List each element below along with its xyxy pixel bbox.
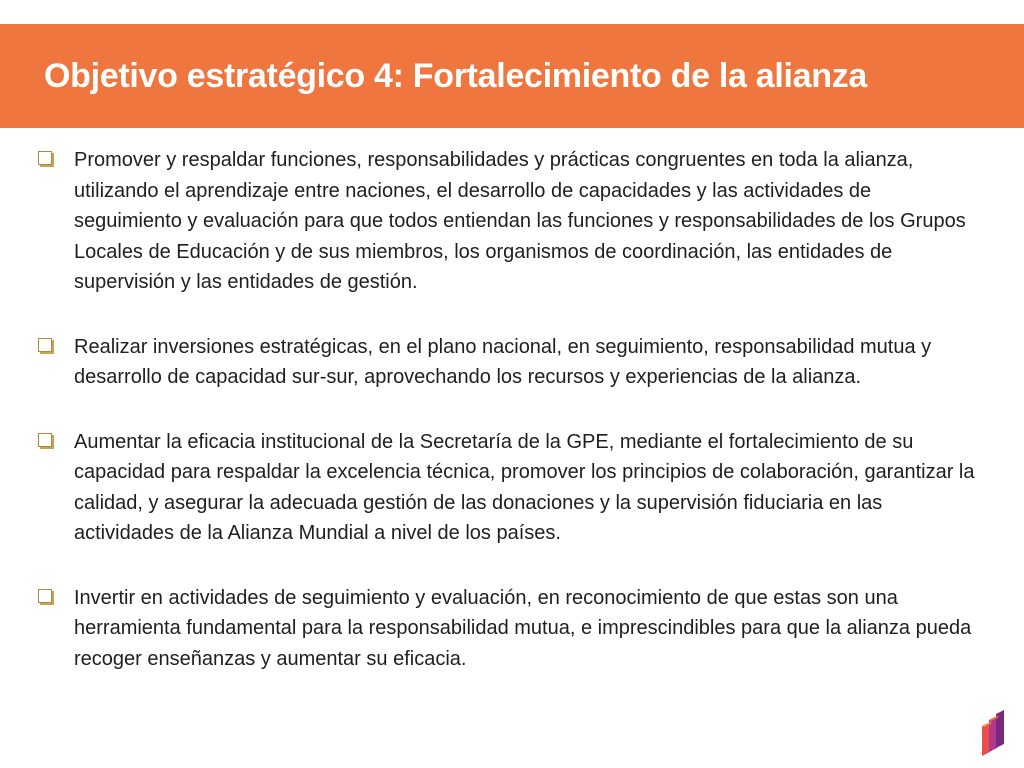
bullet-text: Realizar inversiones estratégicas, en el plano nacional, en seguimiento, responsabilidad mutua y desarrollo de capacidad sur-sur, aprovechando los recursos y experiencias de la alianza. [74, 335, 932, 388]
bullet-item [38, 332, 983, 393]
bullet-text: Promover y respaldar funciones, responsabilidades y prácticas congruentes en toda la alianza, utilizando el aprendizaje entre naciones, el desarrollo de capacidades y las actividades de seguimiento y evaluación para que todos entiendan las funciones y responsabilidades de los Grupos Locales de Educación y de sus miembros, los organismos de coordinación, las entidades de supervisión y las entidades de gestión. [74, 149, 966, 293]
slide-title: Objetivo estratégico 4: Fortalecimiento de la alianza [44, 56, 868, 95]
checkbox-square-icon [38, 433, 52, 447]
bullet-text: Aumentar la eficacia institucional de la Secretaría de la GPE, mediante el fortalecimiento de su capacidad para respaldar la excelencia técnica, promover los principios de colaboración, garantizar la calidad, y asegurar la adecuada gestión de las donaciones y la supervisión fiduciaria en las actividades de la Alianza Mundial a nivel de los países. [74, 430, 975, 544]
checkbox-square-icon [38, 338, 52, 352]
bullet-item [38, 145, 983, 298]
books-logo-icon [980, 708, 1008, 758]
bullet-item [38, 583, 983, 675]
bullet-list [38, 145, 983, 708]
checkbox-square-icon [38, 151, 52, 165]
bullet-item [38, 427, 983, 549]
checkbox-square-icon [38, 589, 52, 603]
title-bar [0, 24, 1024, 128]
bullet-text: Invertir en actividades de seguimiento y evaluación, en reconocimiento de que estas son una herramienta fundamental para la responsabilidad mutua, e imprescindibles para que la alianza pueda recoger enseñanzas y aumentar su eficacia. [74, 586, 972, 670]
